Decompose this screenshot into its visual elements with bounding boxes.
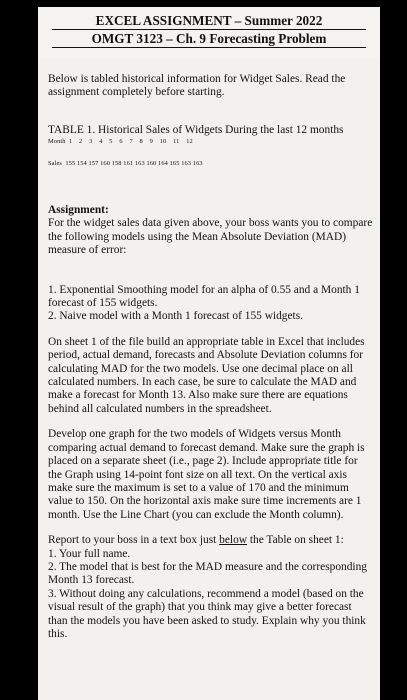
report-underlined: below: [219, 534, 248, 547]
table-title: TABLE 1. Historical Sales of Widgets During the last 12 months: [48, 124, 344, 136]
graph-instructions: Develop one graph for the two models of Widgets versus Month comparing actual demand to forecast demand. Make sure the graph is placed on a separate sheet (i.e., page 2). Include appropriate title for the Graph using 14-point font size on all text. On the vertical axis make sure the maximum is set to a value of 170 and the minimum value to 150. On the horizontal axis make sure time increments are 1 month. Use the Line Chart (you can exclude the Month column).: [48, 428, 365, 521]
assignment-heading: Assignment:: [48, 204, 109, 216]
sheet1-instructions: On sheet 1 of the file build an appropriate table in Excel that includes period, actual demand, forecasts and Absolute Deviation columns for calculating MAD for the two models. Use one decimal place on all calculated numbers. In each case, be sure to calculate the MAD and make a forecast for Month 13. Also make sure there are equations behind all calculated numbers in the spreadsheet.: [48, 335, 365, 415]
title-rule-bottom: [52, 47, 366, 48]
header-panel: [38, 7, 380, 58]
report-instructions: [48, 534, 373, 547]
report-item-1: 1. Your full name.: [48, 547, 131, 560]
assignment-body: [48, 204, 373, 641]
assignment-intro: For the widget sales data given above, your boss wants you to compare the following models using the Mean Absolute Deviation (MAD) measure of error:: [48, 217, 373, 257]
report-post: the Table on sheet 1:: [247, 534, 344, 547]
sales-values: Sales 155 154 157 160 158 161 163 160 164 165 163 163: [48, 160, 203, 167]
report-pre: Report to your boss in a text box just: [48, 534, 220, 547]
document-title: [50, 12, 368, 48]
intro-text: Below is tabled historical information for Widget Sales. Read the assignment completely before starting.: [48, 73, 346, 99]
report-item-3: 3. Without doing any calculations, recommend a model (based on the visual result of the graph) that you think may give a better forecast than the models you have been asked to study. Explain why you think this.: [48, 587, 366, 640]
model-1: 1. Exponential Smoothing model for an alpha of 0.55 and a Month 1 forecast of 155 widgets.: [48, 283, 360, 310]
assignment-panel: [38, 188, 380, 700]
months-row: [48, 138, 193, 146]
months-values: Month 1 2 3 4 5 6 7 8 9 10 11 12: [48, 138, 193, 145]
sales-row: [48, 160, 203, 168]
title-line-2: OMGT 3123 – Ch. 9 Forecasting Problem: [91, 31, 327, 46]
model-2: 2. Naive model with a Month 1 forecast of 155 widgets.: [48, 310, 303, 323]
intro-panel: [38, 58, 380, 188]
title-line-1: EXCEL ASSIGNMENT – Summer 2022: [95, 13, 323, 28]
report-item-2: 2. The model that is best for the MAD measure and the corresponding Month 13 forecast.: [48, 560, 367, 587]
